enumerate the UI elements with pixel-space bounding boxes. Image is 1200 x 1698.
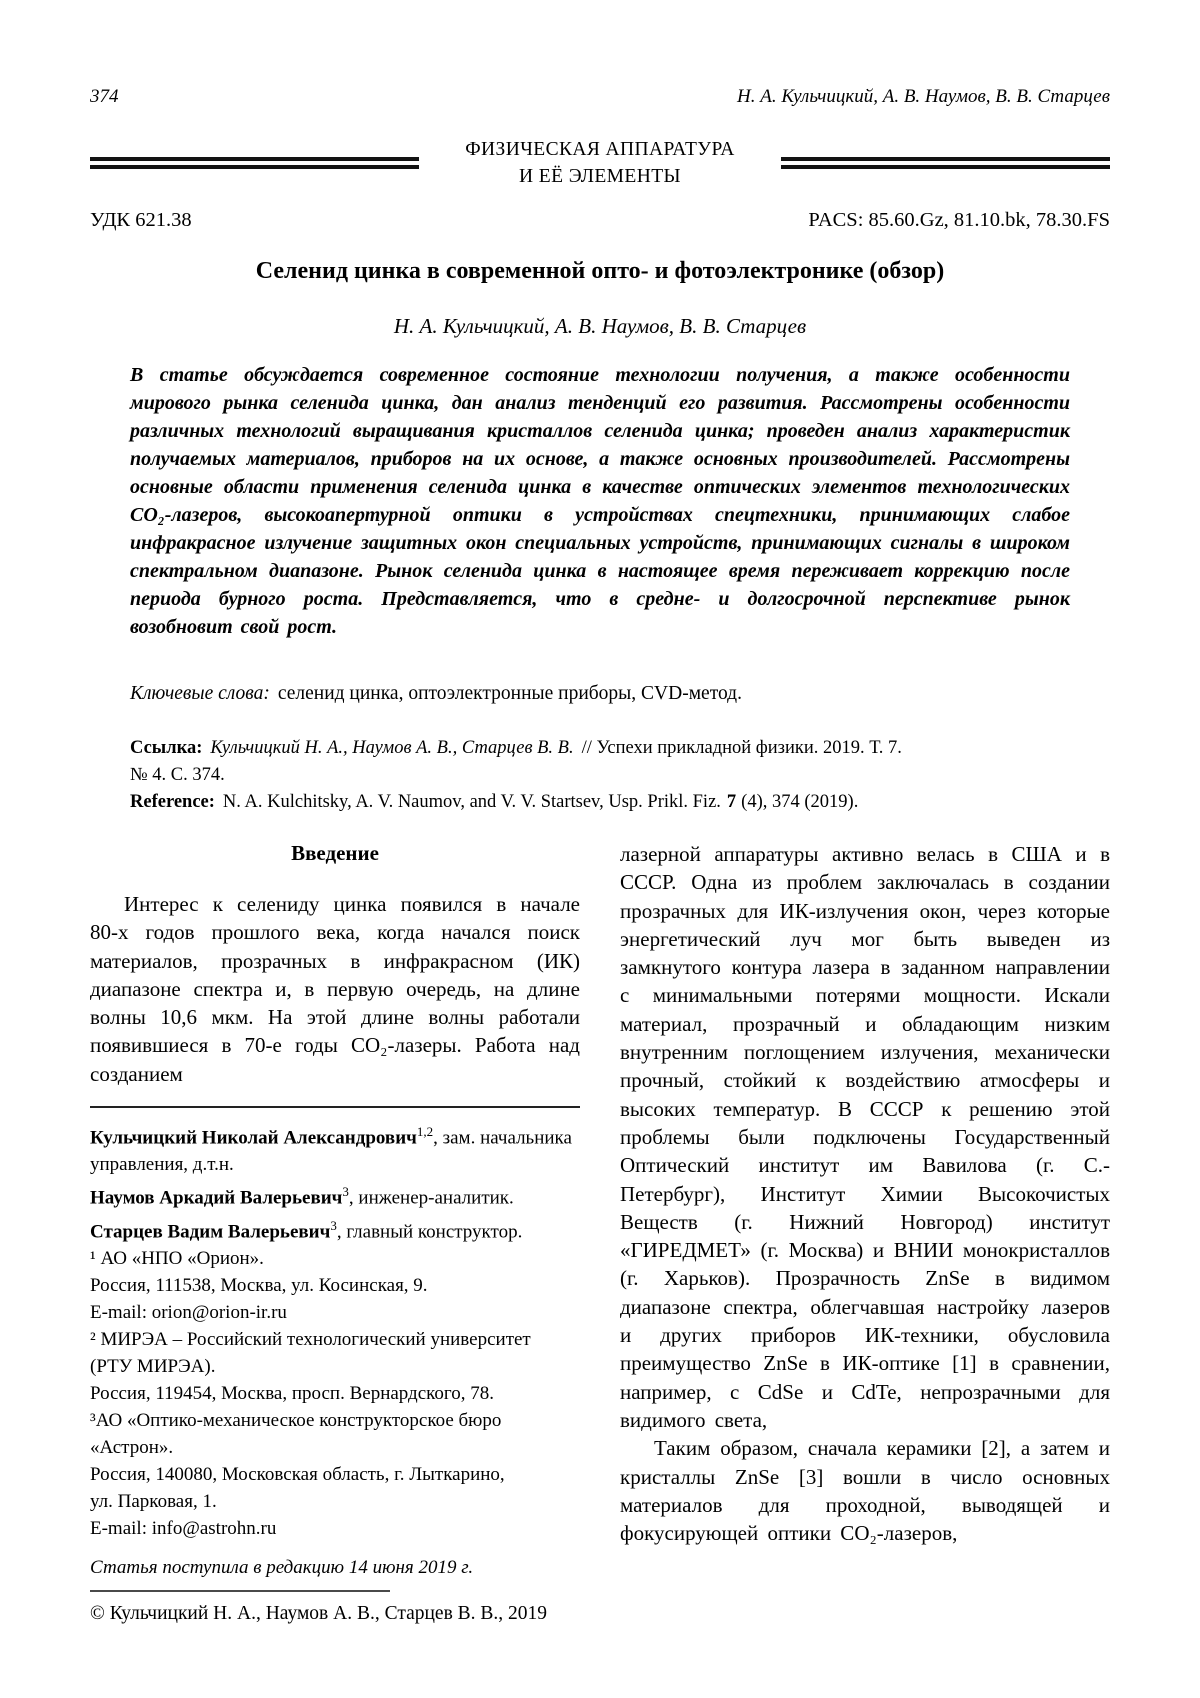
citation-ru-label: Ссылка: [130,738,203,758]
introduction-heading: Введение [291,841,379,865]
pacs-code: PACS: 85.60.Gz, 81.10.bk, 78.30.FS [808,209,1110,231]
keywords-line [130,681,1070,707]
keywords-text: селенид цинка, оптоэлектронные приборы, CVD-метод. [277,683,742,704]
citation-ru-authors: Кульчицкий Н. А., Наумов А. В., Старцев В. В. [210,738,574,758]
banner-rule-right [781,157,1110,169]
udc-code: УДК 621.38 [90,209,192,231]
affiliation-line: ¹ АО «НПО «Орион». [90,1248,264,1270]
page-number: 374 [90,86,119,107]
udc-pacs-row [90,208,1110,232]
keywords-label: Ключевые слова: [130,683,270,704]
affiliation-line: Россия, 140080, Московская область, г. Лыткарино, [90,1464,505,1486]
affiliation-line: E-mail: info@astrohn.ru [90,1518,277,1540]
section-title-line2: И ЕЁ ЭЛЕМЕНТЫ [519,166,681,187]
banner-rule-left [90,157,419,169]
footnote-author-marker: 1,2 [416,1124,434,1140]
citation-block [130,735,1070,816]
footnote-author-marker: 3 [330,1217,337,1233]
citation-ru-line2: № 4. С. 374. [130,765,225,785]
body-paragraph-1: лазерной аппаратуры активно велась в США и в СССР. Одна из проблем заключалась в создании прозрачных для ИК-излучения окон, через которые энергетический луч мог быть выведен из замкнутого контура лазера в заданном направлении с минимальными потерями мощности. Искали материал, прозрачный и обладающим низким внутренним поглощением излучения, механически прочный, стойкий к воздействию атмосферы и высоких температур. В СССР к решению этой проблемы были подключены Государственный Оптический институт им Вавилова (г. С.-Петербург), Институт Химии Высокочистых Веществ (г. Нижний Новгород) институт «ГИРЕДМЕТ» (г. Москва) и ВНИИ монокристаллов (г. Харьков). Прозрачность ZnSe в видимом диапазоне спектра, облегчавшая настройку лазеров и других приборов ИК-техники, обусловила преимущество ZnSe в ИК-оптике [1] в сравнении, например, с CdSe и CdTe, непрозрачными для видимого света, [620,842,1110,1432]
footnote-author-role: , главный конструктор. [336,1221,523,1243]
running-authors: Н. А. Кульчицкий, А. В. Наумов, В. В. Старцев [737,86,1110,107]
left-column [90,840,580,1626]
citation-en-label: Reference: [130,792,215,812]
citation-en-line [130,789,1070,816]
footnote-author-role: , инженер-аналитик. [348,1187,514,1209]
section-title [419,136,781,190]
footnote-author-name: Кульчицкий Николай Александрович [90,1127,417,1149]
section-title-line1: ФИЗИЧЕСКАЯ АППАРАТУРА [465,139,735,160]
citation-ru-source: // Успехи прикладной физики. 2019. Т. 7. [581,738,902,758]
abstract-paragraph: В статье обсуждается современное состояние технологии получения, а также особенности мирового рынка селенида цинка, дан анализ тенденций его развития. Рассмотрены особенности различных технологий выращивания кристаллов селенида цинка; проведен анализ характеристик получаемых материалов, приборов на их основе, а также основных производителей. Рассмотрены основные области применения селенида цинка в качестве оптических элементов технологических CO₂-лазеров, высокоапертурной оптики в устройствах спецтехники, принимающих слабое инфракрасное излучение защитных окон специальных устройств, принимающих сигналы в широком спектральном диапазоне. Рынок селенида цинка в настоящее время переживает коррекцию после периода бурного роста. Представляется, что в средне- и долгосрочной перспективе рынок возобновит свой рост. [130,364,1070,638]
citation-en-volume: 7 [726,792,737,812]
citation-en-issue: (4), 374 (2019). [741,792,859,812]
section-banner [90,136,1110,190]
intro-paragraph: Интерес к селениду цинка появился в начале 80-х годов прошлого века, когда начался поиск материалов, прозрачных в инфракрасном (ИК) диапазоне спектра и, в первую очередь, на длине волны 10,6 мкм. На этой длине волны работали появившиеся в 70-е годы CO₂-лазеры. Работа над созданием [90,892,580,1086]
received-date-note: Статья поступила в редакцию 14 июня 2019 г. [90,1557,474,1579]
body-paragraph-2: Таким образом, сначала керамики [2], а затем и кристаллы ZnSe [3] вошли в число основных материалов для проходной, выводящей и фокусирующей оптики CO₂-лазеров, [620,1436,1110,1546]
affiliation-line: Россия, 111538, Москва, ул. Косинская, 9. [90,1275,428,1297]
affiliation-line: ³АО «Оптико-механическое конструкторское бюро [90,1410,502,1432]
affiliation-line: «Астрон». [90,1437,174,1459]
footnote-author [90,1118,580,1178]
two-column-body [90,840,1110,1626]
affiliation-line: E-mail: orion@orion-ir.ru [90,1302,287,1324]
affiliation-line: (РТУ МИРЭА). [90,1356,216,1378]
right-column [620,840,1110,1626]
affiliation-line: ² МИРЭА – Российский технологический университет [90,1329,531,1351]
running-head [90,86,1110,108]
footnote-author [90,1212,580,1245]
article-authors: Н. А. Кульчицкий, А. В. Наумов, В. В. Старцев [393,314,807,338]
affiliation-line: Россия, 119454, Москва, просп. Вернардского, 78. [90,1383,494,1405]
affiliation-line: ул. Парковая, 1. [90,1491,217,1513]
article-title: Селенид цинка в современной опто- и фотоэлектронике (обзор) [255,258,945,284]
citation-ru-line1 [130,735,1070,762]
footnote-author [90,1178,580,1211]
footnote-author-name: Наумов Аркадий Валерьевич [90,1187,343,1209]
footnote-block [90,1106,580,1626]
footnote-author-role: , зам. начальника управления, д.т.н. [90,1127,572,1176]
footnote-author-name: Старцев Вадим Валерьевич [90,1221,331,1243]
copyright-separator-rule [90,1590,390,1592]
citation-en-text: N. A. Kulchitsky, A. V. Naumov, and V. V. Startsev, Usp. Prikl. Fiz. [222,792,721,812]
footnote-author-marker: 3 [342,1184,349,1200]
copyright-line: © Кульчицкий Н. А., Наумов А. В., Старцев В. В., 2019 [90,1603,548,1625]
